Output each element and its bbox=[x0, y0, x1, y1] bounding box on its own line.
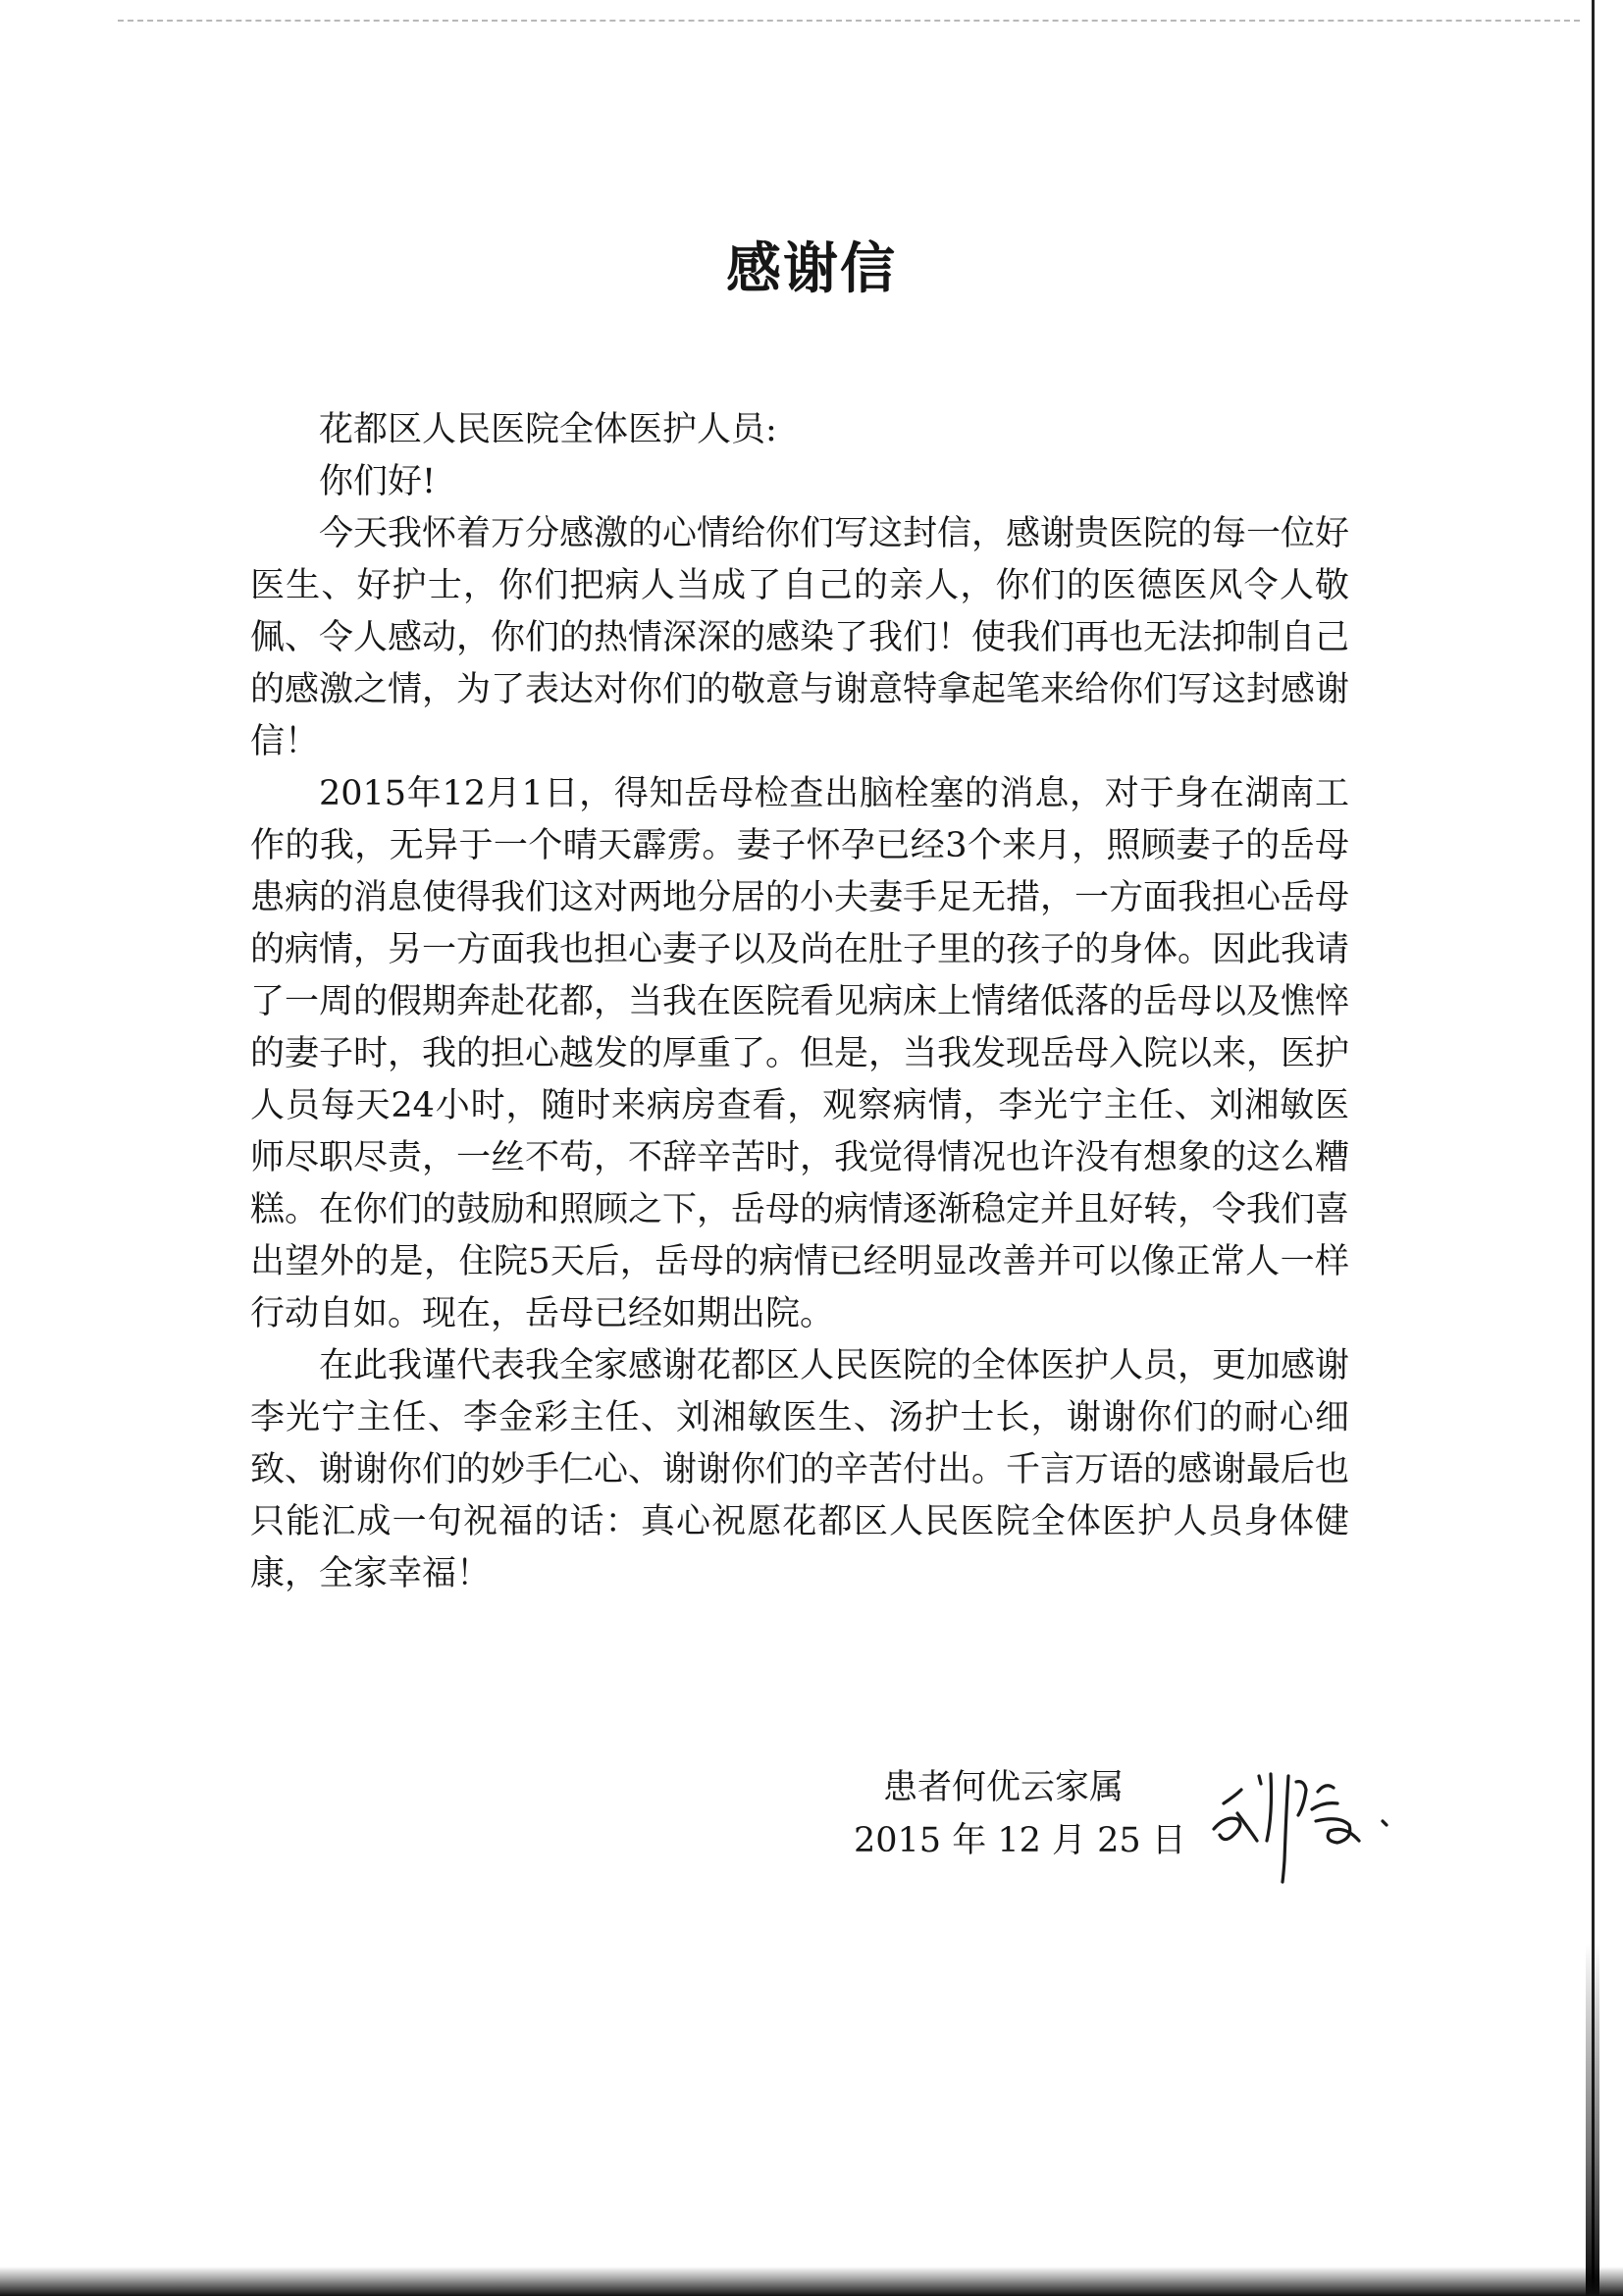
letter-salutation: 花都区人民医院全体医护人员: bbox=[319, 410, 777, 449]
letter-body bbox=[250, 404, 1349, 1600]
letter-date: 2015 年 12 月 25 日 bbox=[854, 1821, 1186, 1860]
letter-greeting: 你们好! bbox=[319, 462, 437, 501]
scan-shadow-bottom bbox=[0, 2267, 1623, 2296]
letter-paragraph-1: 今天我怀着万分感激的心情给你们写这封信，感谢贵医院的每一位好医生、好护士，你们把病人当成了自己的亲人，你们的医德医风令人敬佩、令人感动，你们的热情深深的感染了我们！使我们再也无法抑制自己的感激之情，为了表达对你们的敬意与谢意特拿起笔来给你们写这封感谢信！ bbox=[250, 514, 1350, 761]
letter-paragraph-2: 2015年12月1日，得知岳母检查出脑栓塞的消息，对于身在湖南工作的我，无异于一个晴天霹雳。妻子怀孕已经3个来月，照顾妻子的岳母患病的消息使得我们这对两地分居的小夫妻手足无措，一方面我担心岳母的病情，另一方面我也担心妻子以及尚在肚子里的孩子的身体。因此我请了一周的假期奔赴花都，当我在医院看见病床上情绪低落的岳母以及憔悴的妻子时，我的担心越发的厚重了。但是，当我发现岳母入院以来，医护人员每天24小时，随时来病房查看，观察病情，李光宁主任、刘湘敏医师尽职尽责，一丝不苟，不辞辛苦时，我觉得情况也许没有想象的这么糟糕。在你们的鼓励和照顾之下，岳母的病情逐渐稳定并且好转，令我们喜出望外的是，住院5天后，岳母的病情已经明显改善并可以像正常人一样行动自如。现在，岳母已经如期出院。 bbox=[250, 774, 1350, 1333]
scan-edge-top bbox=[118, 20, 1580, 22]
letter-sender: 患者何优云家属 bbox=[883, 1768, 1125, 1807]
letter-title: 感谢信 bbox=[726, 237, 897, 301]
letter-closing bbox=[854, 1761, 1186, 1867]
handwritten-signature bbox=[1202, 1747, 1428, 1884]
letter-paragraph-3: 在此我谨代表我全家感谢花都区人民医院的全体医护人员，更加感谢李光宁主任、李金彩主任、刘湘敏医生、汤护士长，谢谢你们的耐心细致、谢谢你们的妙手仁心、谢谢你们的辛苦付出。千言万语的感谢最后也只能汇成一句祝福的话：真心祝愿花都区人民医院全体医护人员身体健康，全家幸福！ bbox=[250, 1346, 1350, 1593]
scan-shadow-right bbox=[1586, 1943, 1599, 2296]
